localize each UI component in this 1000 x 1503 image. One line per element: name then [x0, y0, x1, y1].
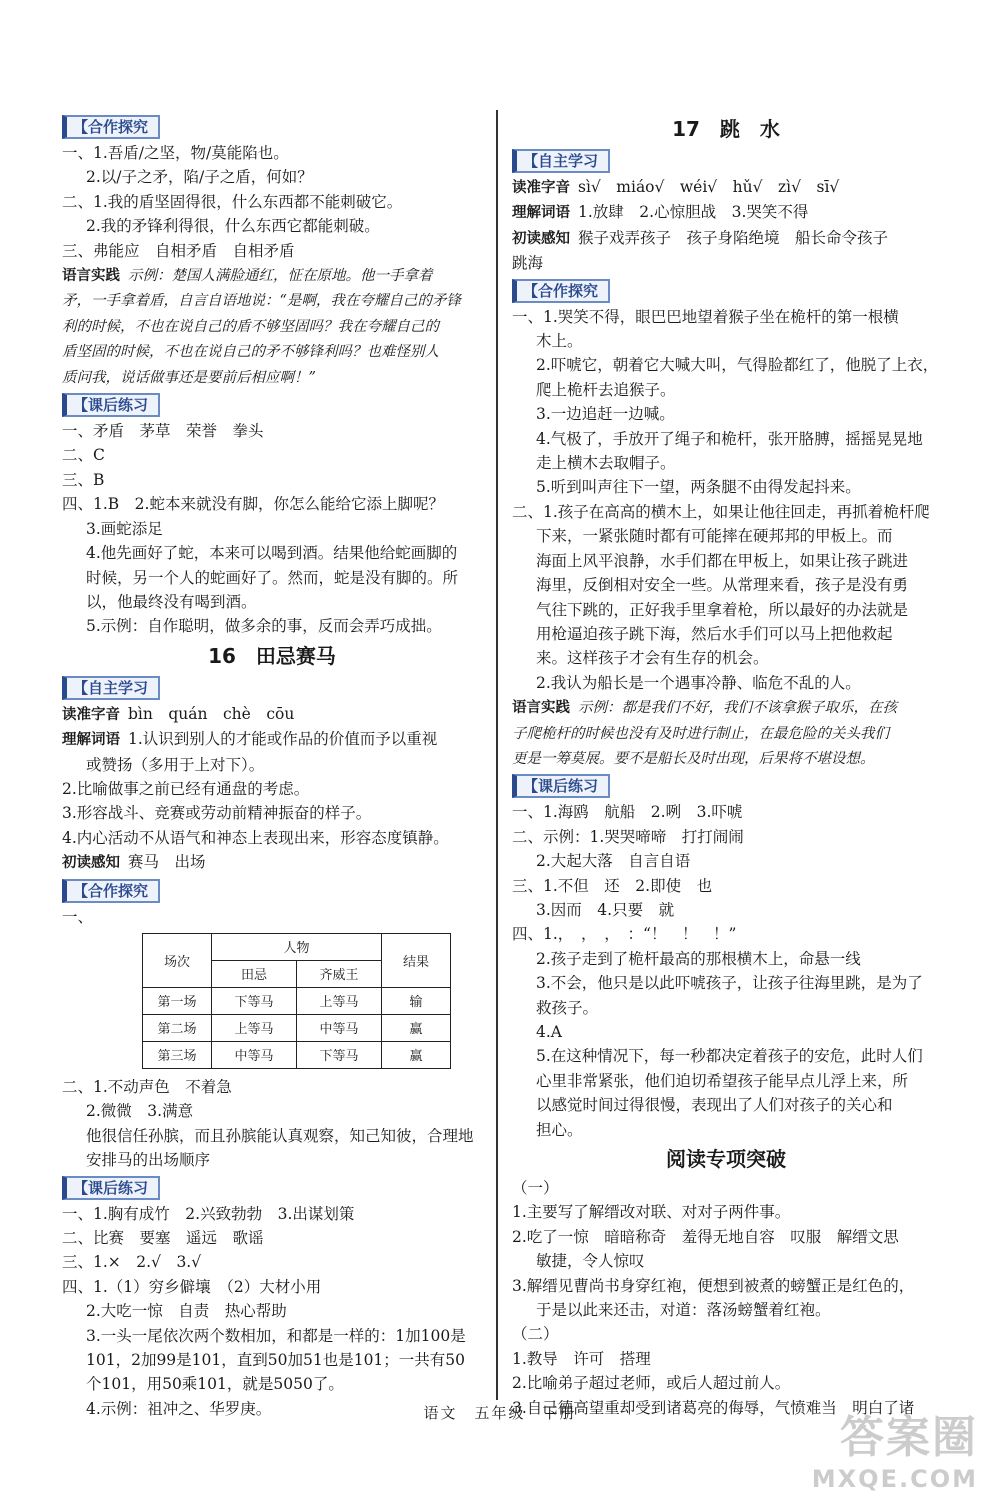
line-text: 2.我的矛锋利得很，什么东西它都能刺破。 — [86, 217, 380, 236]
line-label: 理解词语 — [512, 205, 570, 222]
line-text: 1.教导 许可 搭理 — [512, 1349, 651, 1368]
line-text: 3.解缙见曹尚书身穿红袍，便想到被煮的螃蟹正是红色的， — [512, 1276, 915, 1295]
line-text: 三、B — [62, 470, 105, 489]
answer-line — [62, 1348, 482, 1372]
answer-line — [62, 443, 482, 467]
answer-line — [62, 727, 482, 752]
line-text: 一、矛盾 茅草 荣誉 拳头 — [62, 422, 264, 441]
line-label: 语言实践 — [512, 700, 570, 717]
table-cell: 第三场 — [143, 1041, 212, 1068]
table-cell: 上等马 — [212, 1014, 297, 1041]
section-tag: 【课后练习 — [512, 774, 610, 798]
line-text: 子爬桅杆的时候也没有及时进行制止，在最危险的关头我们 — [512, 725, 889, 742]
line-text: 以感觉时间过得很慢，表现出了人们对孩子的关心和 — [536, 1096, 893, 1115]
line-text: 一、 — [62, 907, 94, 926]
line-text: 3.因而 4.只要 就 — [536, 900, 675, 919]
table-cell: 上等马 — [297, 987, 382, 1014]
answer-line — [62, 753, 482, 777]
line-text: 或赞扬（多用于上对下）。 — [86, 755, 265, 774]
answer-line — [62, 263, 482, 288]
horse-race-table — [142, 933, 451, 1069]
line-text: 四、1.， ， ， ：“！ ！ ！” — [512, 925, 737, 944]
line-text: 二、C — [62, 446, 105, 465]
answer-line — [512, 427, 940, 451]
line-text: 赛马 出场 — [128, 853, 206, 872]
line-text: 4.示例：祖冲之、华罗庚。 — [86, 1399, 272, 1418]
line-text: 时候，另一个人的蛇画好了。然而，蛇是没有脚的。所 — [86, 568, 459, 587]
answer-line — [512, 175, 940, 200]
line-text: 他很信任孙膑，而且孙膑能认真观察，知己知彼，合理地 — [86, 1126, 474, 1145]
line-text: 救孩子。 — [536, 998, 599, 1017]
answer-line — [62, 1124, 482, 1148]
answer-line — [62, 492, 482, 516]
line-text: 海里，反倒相对安全一些。从常理来看，孩子是没有勇 — [536, 576, 909, 595]
answer-line — [62, 517, 482, 541]
answer-line — [512, 646, 940, 670]
section-tag: 【课后练习 — [62, 393, 160, 417]
page-footer: 语文 五年级 下册 — [423, 1404, 577, 1422]
answer-line — [62, 1148, 482, 1172]
line-text: 2.吓唬它，朝着它大喊大叫，气得脸都红了，他脱了上衣， — [536, 356, 939, 375]
answer-line — [62, 1099, 482, 1123]
table-cell: 第二场 — [143, 1014, 212, 1041]
table-cell: 赢 — [382, 1014, 451, 1041]
answer-line — [62, 1299, 482, 1323]
answer-line — [512, 971, 940, 995]
section-tag: 【合作探究 — [62, 879, 160, 903]
answer-line — [62, 702, 482, 727]
line-text: 2.吃了一惊 暗暗称奇 羞得无地自容 叹服 解缙文思 — [512, 1227, 899, 1246]
line-text: 矛，一手拿着盾，自言自语地说：“是啊，我在夸耀自己的矛锋 — [62, 293, 461, 310]
line-text: 木上。 — [536, 332, 583, 351]
line-label: 初读感知 — [62, 855, 120, 872]
table-row — [143, 987, 451, 1014]
watermark-logo — [812, 1401, 978, 1493]
line-text: （二） — [512, 1325, 559, 1344]
line-text: 盾坚固的时候，不也在说自己的矛不够锋利吗？也难怪别人 — [62, 344, 439, 361]
section-tag-row — [62, 1173, 482, 1202]
line-label: 语言实践 — [62, 268, 120, 285]
section-tag: 【合作探究 — [512, 279, 610, 303]
line-text: 二、1.不动声色 不着急 — [62, 1077, 232, 1096]
line-text: 一、1.吾盾/之坚，物/莫能陷也。 — [62, 144, 289, 162]
line-label: 理解词语 — [62, 732, 120, 749]
line-text: 二、示例：1.哭哭啼啼 打打闹闹 — [512, 827, 744, 846]
line-text: 二、1.我的盾坚固得很，什么东西都不能刺破它。 — [62, 192, 403, 211]
answer-line — [62, 314, 482, 339]
line-text: 四、1.（1）穷乡僻壤 （2）大材小用 — [62, 1277, 322, 1296]
table-cell: 下等马 — [297, 1041, 382, 1068]
answer-line — [512, 378, 940, 402]
header-qiweiwang: 齐威王 — [297, 960, 382, 987]
answer-line — [512, 305, 940, 329]
table-header-row — [143, 933, 451, 960]
answer-line — [62, 1372, 482, 1396]
answer-line — [512, 874, 940, 898]
answer-line — [62, 1226, 482, 1250]
line-text: 3.一边追赶一边喊。 — [536, 405, 675, 424]
answer-line — [62, 614, 482, 638]
answer-line — [512, 1298, 940, 1322]
answer-line — [512, 200, 940, 225]
answer-line — [512, 622, 940, 646]
line-text: 5.听到叫声往下一望，两条腿不由得发起抖来。 — [536, 478, 861, 497]
right-column — [512, 112, 940, 1420]
answer-line — [62, 419, 482, 443]
section-tag-row — [512, 771, 940, 800]
answer-line — [62, 905, 482, 929]
line-text: （一） — [512, 1179, 559, 1198]
lesson-title: 17 跳 水 — [672, 117, 780, 141]
table-row — [143, 1014, 451, 1041]
line-text: 2.比喻做事之前已经有通盘的考虑。 — [62, 779, 310, 798]
column-divider — [496, 110, 498, 1400]
answer-line — [512, 1322, 940, 1346]
watermark-url: MXQE.COM — [811, 1465, 978, 1493]
answer-line — [512, 922, 940, 946]
line-text: 2.大吃一惊 自责 热心帮助 — [86, 1302, 287, 1321]
section-tag-row — [512, 146, 940, 175]
line-text: 下来，一紧张随时都有可能摔在硬邦邦的甲板上。而 — [536, 527, 893, 546]
line-text: 一、1.胸有成竹 2.兴致勃勃 3.出谋划策 — [62, 1204, 355, 1223]
line-text: 猴子戏弄孩子 孩子身陷绝境 船长命令孩子 — [578, 228, 889, 247]
line-text: 3.形容战斗、竞赛或劳动前精神振奋的样子。 — [62, 804, 372, 823]
line-label: 初读感知 — [512, 230, 570, 247]
line-text: 1.认识到别人的才能或作品的价值而予以重视 — [128, 730, 438, 749]
answer-line — [512, 1249, 940, 1273]
answer-line — [512, 1044, 940, 1068]
answer-line — [62, 1324, 482, 1348]
table-cell: 赢 — [382, 1041, 451, 1068]
line-text: 1.主要写了解缙改对联、对对子两件事。 — [512, 1203, 791, 1222]
answer-line — [512, 226, 940, 251]
watermark-title: 答案圈 — [840, 1412, 978, 1463]
table-cell: 下等马 — [212, 987, 297, 1014]
answer-line — [512, 251, 940, 275]
line-text: 3.自己德高望重却受到诸葛亮的侮辱，气愤难当 明白了诸 — [512, 1398, 915, 1417]
line-text: 安排马的出场顺序 — [86, 1151, 211, 1170]
line-text: 101，2加99是101，直到50加51也是101；一共有50 — [86, 1351, 466, 1370]
line-text: 3.不会，他只是以此吓唬孩子，让孩子往海里跳，是为了 — [536, 974, 923, 993]
table-cell: 中等马 — [297, 1014, 382, 1041]
answer-line — [62, 239, 482, 263]
lesson-title: 阅读专项突破 — [666, 1147, 786, 1172]
line-text: bìn quán chè cōu — [128, 704, 295, 723]
line-label: 读准字音 — [512, 180, 570, 196]
answer-line — [512, 573, 940, 597]
line-text: 2.孩子走到了桅杆最高的那根横木上，命悬一线 — [536, 949, 861, 968]
line-text: 2.比喻弟子超过老师，或后人超过前人。 — [512, 1374, 791, 1393]
section-tag-row — [62, 876, 482, 905]
answer-line — [62, 365, 482, 390]
answer-line — [62, 850, 482, 875]
answer-line — [512, 947, 940, 971]
answer-line — [512, 1200, 940, 1224]
answer-line — [512, 475, 940, 499]
line-text: 2.以/子之矛，陷/子之盾，何如？ — [86, 168, 313, 187]
answer-line — [512, 1093, 940, 1117]
answer-line — [62, 590, 482, 614]
line-text: 一、1.海鸥 航船 2.咧 3.吓唬 — [512, 803, 743, 822]
line-text: 气往下跳的，正好我手里拿着枪，所以最好的办法就是 — [536, 600, 909, 619]
answer-line — [62, 566, 482, 590]
answer-line — [512, 524, 940, 548]
answer-line — [62, 339, 482, 364]
answer-line — [512, 329, 940, 353]
answer-line — [512, 549, 940, 573]
answer-line — [512, 451, 940, 475]
line-text: 示例：都是我们不好，我们不该拿猴子取乐，在孩 — [578, 700, 897, 717]
header-result: 结果 — [382, 933, 451, 987]
answer-line — [512, 996, 940, 1020]
answer-line — [512, 825, 940, 849]
table-cell: 输 — [382, 987, 451, 1014]
line-text: 4.他先画好了蛇，本来可以喝到酒。结果他给蛇画脚的 — [86, 544, 458, 563]
header-tianji: 田忌 — [212, 960, 297, 987]
answer-line — [512, 353, 940, 377]
answer-line — [512, 695, 940, 720]
answer-line — [62, 1202, 482, 1226]
answer-line — [512, 746, 940, 771]
answer-line — [512, 1225, 940, 1249]
line-text: 更是一筹莫展。要不是船长及时出现，后果将不堪设想。 — [512, 750, 875, 767]
line-text: 三、1.× 2.√ 3.√ — [62, 1253, 202, 1272]
line-text: 2.我认为船长是一个遇事冷静、临危不乱的人。 — [536, 673, 861, 692]
line-text: 个101，用50乘101，就是5050了。 — [86, 1375, 344, 1394]
section-tag: 【自主学习 — [512, 149, 610, 173]
answer-line — [512, 1118, 940, 1142]
answer-line — [512, 1347, 940, 1371]
line-text: 敏捷，令人惊叹 — [536, 1252, 645, 1271]
table-row — [143, 1041, 451, 1068]
line-text: 5.示例：自作聪明，做多余的事，反而会弄巧成拙。 — [86, 617, 442, 636]
answer-line — [62, 468, 482, 492]
line-text: 跳海 — [512, 254, 544, 273]
answer-line — [62, 801, 482, 825]
line-text: 四、1.B 2.蛇本来就没有脚，你怎么能给它添上脚呢？ — [62, 495, 444, 514]
line-label: 读准字音 — [62, 706, 120, 723]
line-text: 4.内心活动不从语气和神态上表现出来，形容态度镇静。 — [62, 828, 449, 847]
answer-line — [62, 826, 482, 850]
answer-line — [62, 141, 482, 165]
line-text: 3.一头一尾依次两个数相加，和都是一样的：1加100是 — [86, 1326, 466, 1345]
line-text: 2.大起大落 自言自语 — [536, 852, 691, 871]
answer-line — [62, 1250, 482, 1274]
line-text: 走上横木去取帽子。 — [536, 454, 676, 473]
section-tag: 【自主学习 — [62, 676, 160, 700]
line-text: 三、弗能应 自相矛盾 自相矛盾 — [62, 241, 295, 260]
answer-line — [512, 1274, 940, 1298]
answer-line — [512, 721, 940, 746]
line-text: 利的时候，不也在说自己的盾不够坚固吗？我在夸耀自己的 — [62, 318, 439, 335]
line-text: 三、1.不但 还 2.即使 也 — [512, 876, 713, 895]
line-text: 质问我，说话做事还是要前后相应啊！” — [62, 369, 316, 386]
section-tag-row — [512, 276, 940, 305]
line-text: 1.放肆 2.心惊胆战 3.哭笑不得 — [578, 203, 809, 222]
answer-line — [512, 898, 940, 922]
answer-line — [512, 598, 940, 622]
answer-line — [62, 165, 482, 189]
answer-line — [512, 500, 940, 524]
line-text: 示例：楚国人满脸通红，怔在原地。他一手拿着 — [128, 268, 433, 285]
answer-line — [62, 1275, 482, 1299]
answer-line — [512, 671, 940, 695]
line-text: 4.A — [536, 1023, 562, 1041]
left-column — [62, 112, 482, 1421]
answer-line — [62, 288, 482, 313]
answer-line — [62, 1075, 482, 1099]
answer-line — [512, 402, 940, 426]
section-tag: 【合作探究 — [62, 115, 160, 139]
line-text: 来。这样孩子才会有生存的机会。 — [536, 649, 769, 668]
line-text: sì√ miáo√ wéi√ hǔ√ zì√ sī√ — [578, 178, 840, 196]
answer-line — [62, 777, 482, 801]
line-text: 3.画蛇添足 — [86, 519, 163, 538]
answer-line — [62, 190, 482, 214]
line-text: 担心。 — [536, 1120, 583, 1139]
answer-line — [512, 1176, 940, 1200]
line-text: 一、1.哭笑不得，眼巴巴地望着猴子坐在桅杆的第一根横 — [512, 307, 899, 326]
section-tag-row — [62, 390, 482, 419]
section-tag-row — [62, 673, 482, 702]
answer-line — [512, 1069, 940, 1093]
line-text: 二、1.孩子在高高的横木上，如果让他往回走，再抓着桅杆爬 — [512, 502, 930, 521]
line-text: 用枪逼迫孩子跳下海，然后水手们可以马上把他救起 — [536, 624, 893, 643]
answer-line — [62, 541, 482, 565]
header-people: 人物 — [212, 933, 382, 960]
section-tag: 【课后练习 — [62, 1176, 160, 1200]
answer-line — [62, 214, 482, 238]
line-text: 二、比赛 要塞 遥远 歌谣 — [62, 1229, 264, 1247]
line-text: 以，他最终没有喝到酒。 — [86, 592, 257, 611]
answer-line — [512, 849, 940, 873]
line-text: 4.气极了，手放开了绳子和桅杆，张开胳膊，摇摇晃晃地 — [536, 429, 923, 448]
lesson-title: 16 田忌赛马 — [208, 643, 336, 668]
table-cell: 中等马 — [212, 1041, 297, 1068]
table-cell: 第一场 — [143, 987, 212, 1014]
line-text: 心里非常紧张，他们迫切希望孩子能早点儿浮上来，所 — [536, 1071, 909, 1090]
header-scene: 场次 — [143, 933, 212, 987]
line-text: 爬上桅杆去追猴子。 — [536, 380, 676, 399]
line-text: 海面上风平浪静，水手们都在甲板上，如果让孩子跳进 — [536, 551, 909, 570]
line-text: 5.在这种情况下，每一秒都决定着孩子的安危，此时人们 — [536, 1047, 923, 1066]
section-tag-row — [62, 112, 482, 141]
line-text: 2.微微 3.满意 — [86, 1102, 194, 1121]
answer-line — [512, 1371, 940, 1395]
answer-line — [512, 800, 940, 824]
line-text: 于是以此来还击，对道：落汤螃蟹着红袍。 — [536, 1301, 831, 1320]
answer-line — [512, 1020, 940, 1044]
